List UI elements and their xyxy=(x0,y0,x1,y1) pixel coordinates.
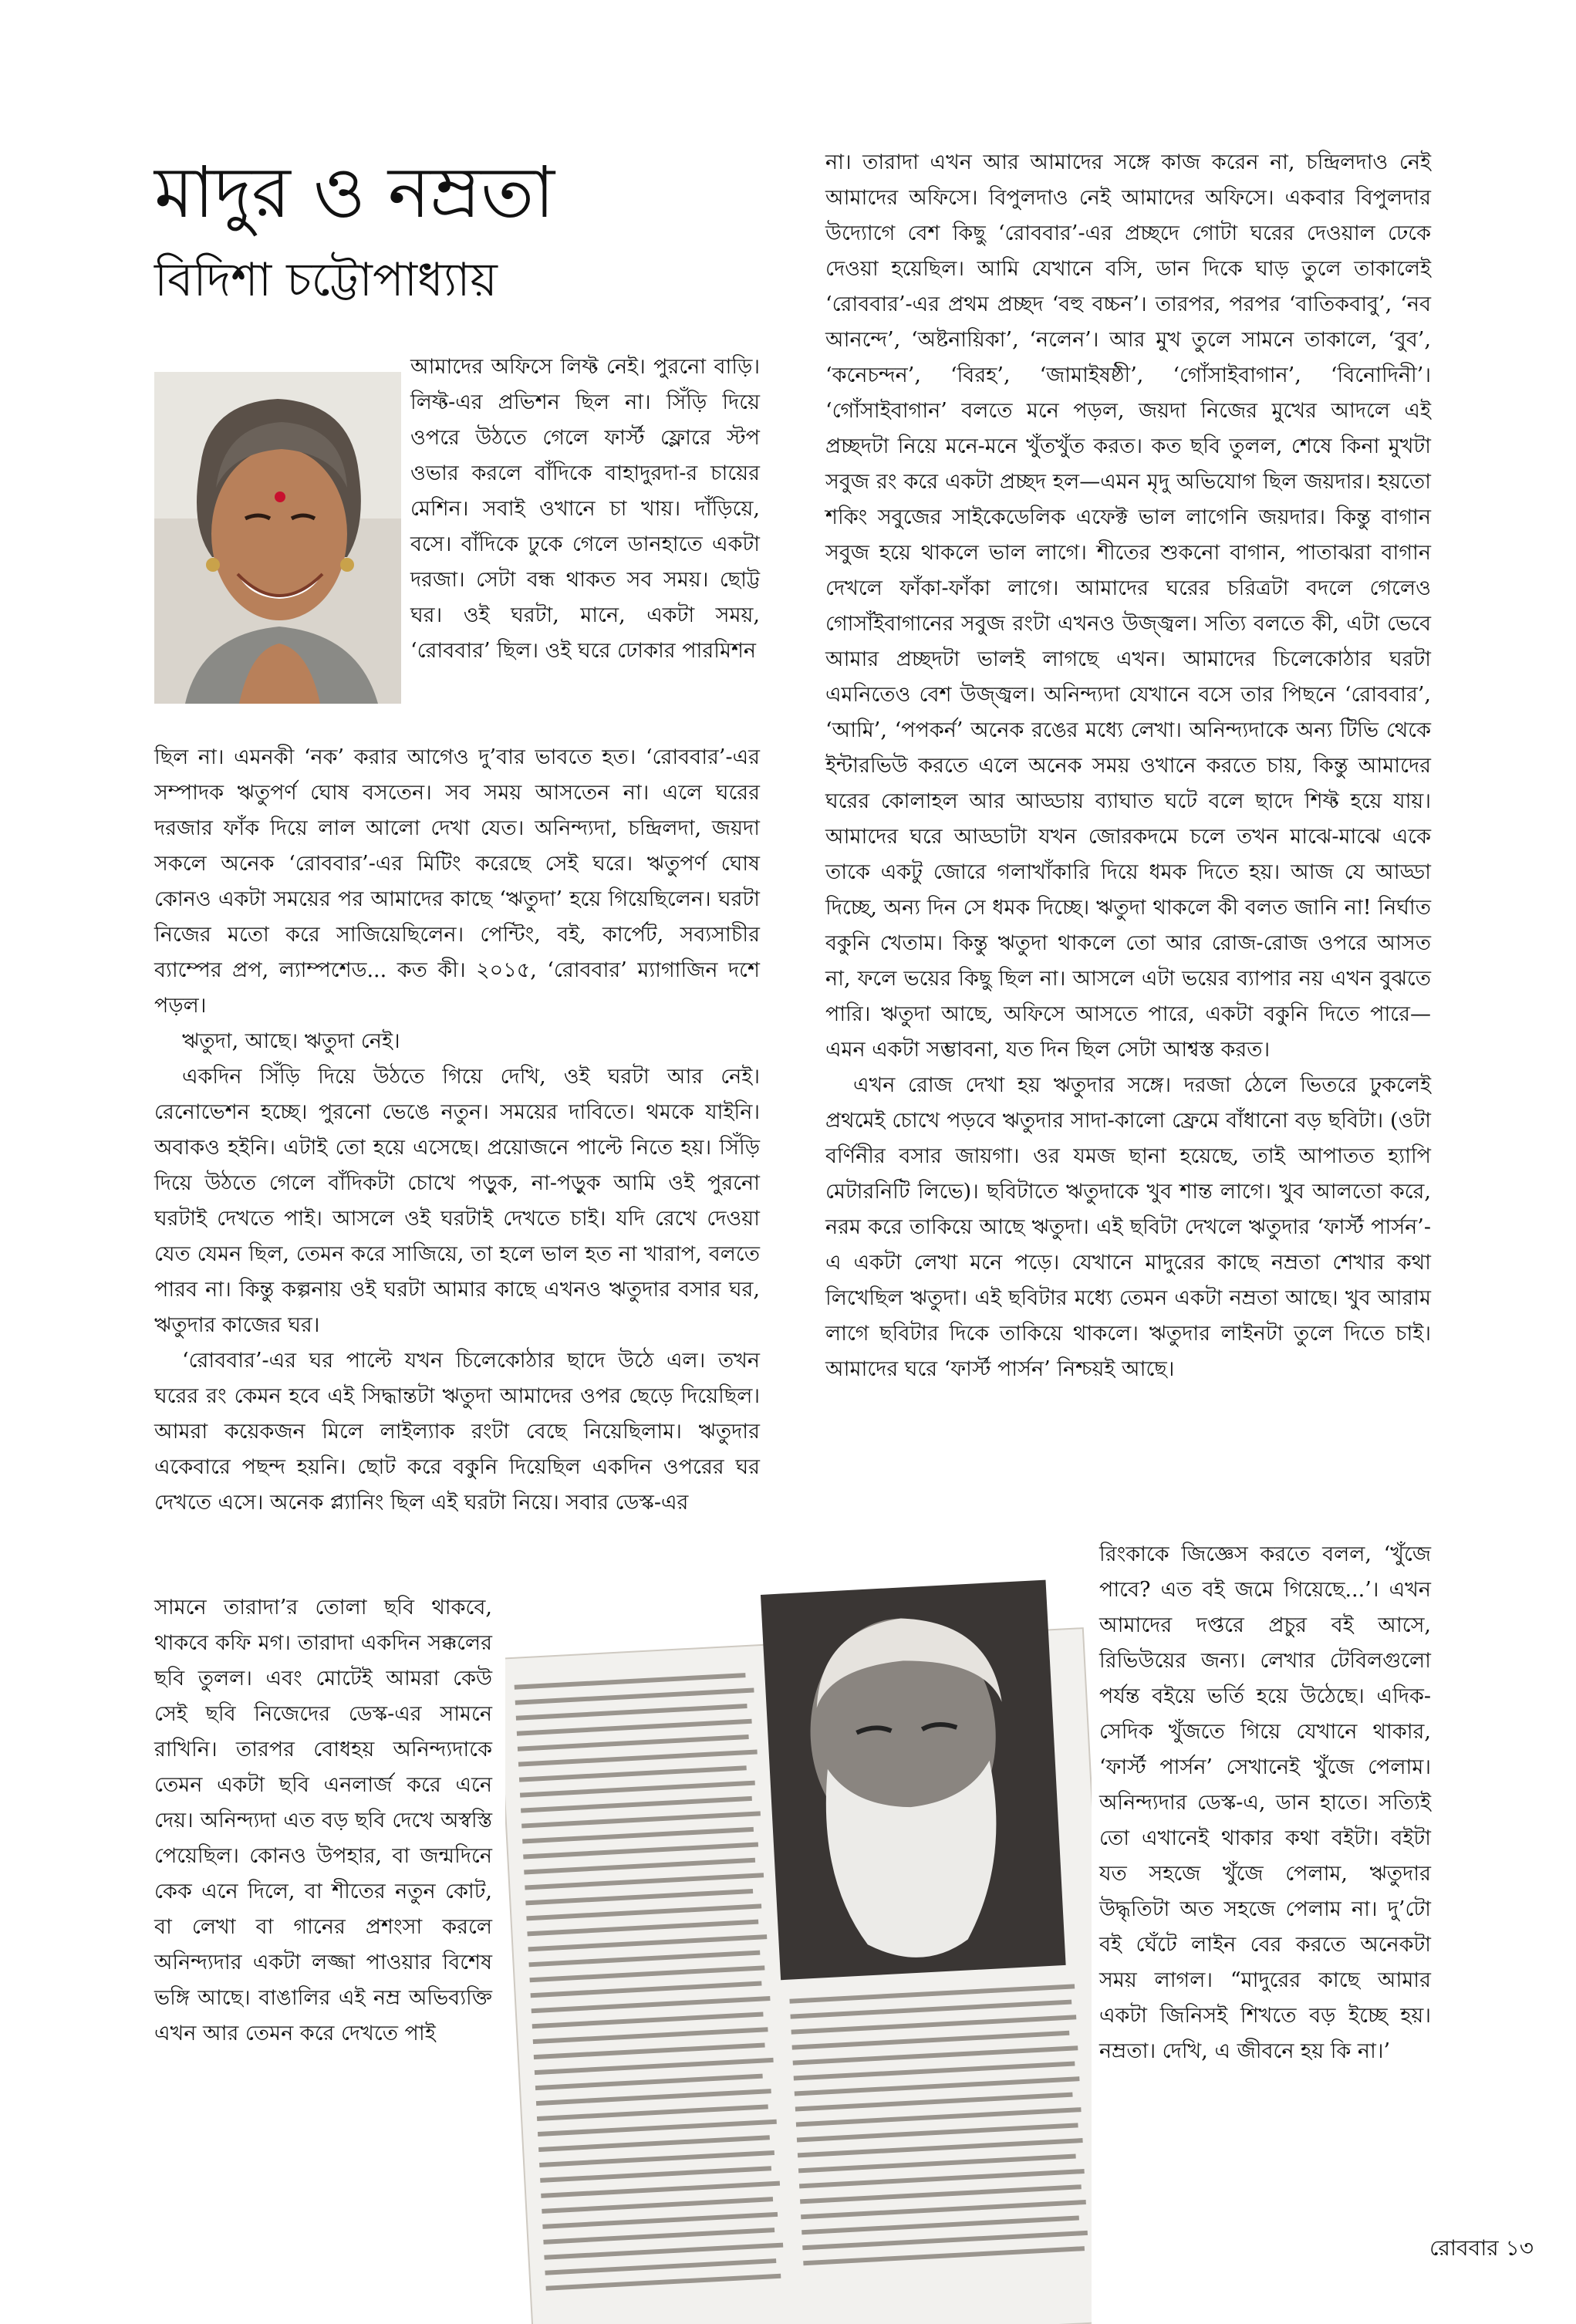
magazine-clipping-image xyxy=(505,1578,1092,2324)
paragraph: ‘রোববার’-এর ঘর পাল্টে যখন চিলেকোঠার ছাদে উঠে এল। তখন ঘরের রং কেমন হবে এই সিদ্ধান্তটা ঋতুদা আমাদের ওপর ছেড়ে দিয়েছিল। আমরা কয়েকজন মিলে লাইল্যাক রংটা বেছে নিয়েছিলাম। ঋতুদার একেবারে পছন্দ হয়নি। ছোট করে বকুনি দিয়েছিল একদিন ওপরের ঘর দেখতে এসে। অনেক প্ল্যানিং ছিল এই ঘরটা নিয়ে। সবার ডেস্ক-এর xyxy=(154,1349,760,1515)
paragraph: রিংকাকে জিজ্ঞেস করতে বলল, ‘খুঁজে পাবে? এত বই জমে গিয়েছে...’। এখন আমাদের দপ্তরে প্রচুর বই আসে, রিভিউয়ের জন্য। লেখার টেবিলগুলো পর্যন্ত বইয়ে ভর্তি হয়ে উঠেছে। এদিক-সেদিক খুঁজতে গিয়ে যেখানে থাকার, ‘ফার্স্ট পার্সন’ সেখানেই খুঁজে পেলাম। অনিন্দ্যদার ডেস্ক-এ, ডান হাতে। সত্যিই তো এখানেই থাকার কথা বইটা। বইটা যত সহজে খুঁজে পেলাম, ঋতুদার উদ্ধৃতিটা অত সহজে পেলাম না। দু’টো বই ঘেঁটে লাইন বের করতে অনেকটা সময় লাগল। “মাদুরের কাছে আমার একটা জিনিসই শিখতে বড় ইচ্ছে হয়। নম্রতা। দেখি, এ জীবনে হয় কি না।’ xyxy=(1099,1542,1431,2063)
paragraph: এখন রোজ দেখা হয় ঋতুদার সঙ্গে। দরজা ঠেলে ভিতরে ঢুকলেই প্রথমেই চোখে পড়বে ঋতুদার সাদা-কালো ফ্রেমে বাঁধানো বড় ছবিটা। (ওটা বর্ণিনীর বসার জায়গা। ওর যমজ ছানা হয়েছে, তাই আপাতত হ্যাপি মেটারনিটি লিভে)। ছবিটাতে ঋতুদাকে খুব শান্ত লাগে। খুব আলতো করে, নরম করে তাকিয়ে আছে ঋতুদা। এই ছবিটা দেখলে ঋতুদার ‘ফার্স্ট পার্সন’-এ একটা লেখা মনে পড়ে। যেখানে মাদুরের কাছে নম্রতা শেখার কথা লিখেছিল ঋতুদা। এই ছবিটার মধ্যে তেমন একটা নম্রতা আছে। খুব আরাম লাগে ছবিটার দিকে তাকিয়ে থাকলে। ঋতুদার লাইনটা তুলে দিতে চাই। আমাদের ঘরে ‘ফার্স্ট পার্সন’ নিশ্চয়ই আছে। xyxy=(825,1073,1432,1381)
paragraph: না। তারাদা এখন আর আমাদের সঙ্গে কাজ করেন না, চন্দ্রিলদাও নেই আমাদের অফিসে। বিপুলদাও নেই আমাদের অফিসে। একবার বিপুলদার উদ্যোগে বেশ কিছু ‘রোববার’-এর প্রচ্ছদে গোটা ঘরের দেওয়াল ঢেকে দেওয়া হয়েছিল। আমি যেখানে বসি, ডান দিকে ঘাড় তুলে তাকালেই ‘রোববার’-এর প্রথম প্রচ্ছদ ‘বহু বচ্চন’। তারপর, পরপর ‘বাতিকবাবু’, ‘নব আনন্দে’, ‘অষ্টনায়িকা’, ‘নলেন’। আর মুখ তুলে সামনে তাকালে, ‘বুব’, ‘কনেচন্দন’, ‘বিরহ’, ‘জামাইষষ্ঠী’, ‘গোঁসাইবাগান’, ‘বিনোদিনী’। ‘গোঁসাইবাগান’ বলতে মনে পড়ল, জয়দা নিজের মুখের আদলে এই প্রচ্ছদটা নিয়ে মনে-মনে খুঁতখুঁত করত। কত ছবি তুলল, শেষে কিনা মুখটা সবুজ রং করে একটা প্রচ্ছদ হল—এমন মৃদু অভিযোগ ছিল জয়দার। হয়তো শকিং সবুজের সাইকেডেলিক এফেক্ট ভাল লাগেনি জয়দার। কিন্তু বাগান সবুজ হয়ে থাকলে ভাল লাগে। শীতের শুকনো বাগান, পাতাঝরা বাগান দেখলে ফাঁকা-ফাঁকা লাগে। আমাদের ঘরের চরিত্রটা বদলে গেলেও গোসাঁইবাগানের সবুজ রংটা এখনও উজ্জ্বল। সত্যি বলতে কী, এটা ভেবে আমার প্রচ্ছদটা ভালই লাগছে এখন। আমাদের চিলেকোঠার ঘরটা এমনিতেও বেশ উজ্জ্বল। অনিন্দ্যদা যেখানে বসে তার পিছনে ‘রোববার’, ‘আমি’, ‘পপকর্ন’ অনেক রঙের মধ্যে লেখা। অনিন্দ্যদাকে অন্য টিভি থেকে ইন্টারভিউ করতে এলে অনেক সময় ওখানে করতে চায়, কিন্তু আমাদের ঘরের কোলাহল আর আড্ডায় ব্যাঘাত ঘটে বলে ছাদে শিফ্ট হয়ে যায়। আমাদের ঘরে আড্ডাটা যখন জোরকদমে চলে তখন মাঝে-মাঝে একে তাকে একটু জোরে গলাখাঁকারি দিয়ে ধমক দিতে হয়। আজ যে আড্ডা দিচ্ছে, অন্য দিন সে ধমক দিচ্ছে। ঋতুদা থাকলে কী বলত জানি না! নির্ঘাত বকুনি খেতাম। কিন্তু ঋতুদা থাকলে তো আর রোজ-রোজ ওপরে আসত না, ফলে ভয়ের কিছু ছিল না। আসলে এটা ভয়ের ব্যাপার নয় এখন বুঝতে পারি। ঋতুদা আছে, অফিসে আসতে পারে, একটা বকুনি দিতে পারে—এমন একটা সম্ভাবনা, যত দিন ছিল সেটা আশ্বস্ত করত। xyxy=(825,150,1431,1062)
paragraph: একদিন সিঁড়ি দিয়ে উঠতে গিয়ে দেখি, ওই ঘরটা আর নেই। রেনোভেশন হচ্ছে। পুরনো ভেঙে নতুন। সময়ের দাবিতে। থমকে যাইনি। অবাকও হইনি। এটাই তো হয়ে এসেছে। প্রয়োজনে পাল্টে নিতে হয়। সিঁড়ি দিয়ে উঠতে গেলে বাঁদিকটা চোখে পড়ুক, না-পড়ুক আমি ওই পুরনো ঘরটাই দেখতে পাই। আসলে ওই ঘরটাই দেখতে চাই। যদি রেখে দেওয়া যেত যেমন ছিল, তেমন করে সাজিয়ে, তা হলে ভাল হত না খারাপ, বলতে পারব না। কিন্তু কল্পনায় ওই ঘরটা আমার কাছে এখনও ঋতুদার বসার ঘর, ঋতুদার কাজের ঘর। xyxy=(154,1065,760,1337)
column2-text xyxy=(825,145,1431,1387)
column1-photo-side-text xyxy=(410,350,760,669)
author-photo xyxy=(154,372,401,704)
article-title: মাদুর ও নম্রতা xyxy=(154,151,555,234)
paragraph: আমাদের অফিসে লিফ্ট নেই। পুরনো বাড়ি। লিফ্ট-এর প্রভিশন ছিল না। সিঁড়ি দিয়ে ওপরে উঠতে গেলে ফার্স্ট ফ্লোরে স্টপ ওভার করলে বাঁদিকে বাহাদুরদা-র চায়ের মেশিন। সবাই ওখানে চা খায়। দাঁড়িয়ে, বসে। বাঁদিকে ঢুকে গেলে ডানহাতে একটা দরজা। সেটা বন্ধ থাকত সব সময়। ছোট্ট ঘর। ওই ঘরটা, মানে, একটা সময়, ‘রোববার’ ছিল। ওই ঘরে ঢোকার পারমিশন xyxy=(410,355,760,663)
column1-text xyxy=(154,740,760,1521)
column1-narrow-text xyxy=(154,1590,492,2052)
author-name: বিদিশা চট্টোপাধ্যায় xyxy=(154,253,498,307)
column2-narrow-text xyxy=(1099,1537,1431,2069)
page-footer: রোববার ১৩ xyxy=(1429,2235,1534,2261)
paragraph: ঋতুদা, আছে। ঋতুদা নেই। xyxy=(182,1029,400,1053)
paragraph: সামনে তারাদা’র তোলা ছবি থাকবে, থাকবে কফি মগ। তারাদা একদিন সক্কলের ছবি তুলল। এবং মোটেই আমরা কেউ সেই ছবি নিজেদের ডেস্ক-এর সামনে রাখিনি। তারপর বোধহয় অনিন্দ্যদাকে তেমন একটা ছবি এনলার্জ করে এনে দেয়। অনিন্দ্যদা এত বড় ছবি দেখে অস্বস্তি পেয়েছিল। কোনও উপহার, বা জন্মদিনে কেক এনে দিলে, বা শীতের নতুন কোট, বা লেখা বা গানের প্রশংসা করলে অনিন্দ্যদার একটা লজ্জা পাওয়ার বিশেষ ভঙ্গি আছে। বাঙালির এই নম্র অভিব্যক্তি এখন আর তেমন করে দেখতে পাই xyxy=(154,1596,492,2045)
paragraph: ছিল না। এমনকী ‘নক’ করার আগেও দু’বার ভাবতে হত। ‘রোববার’-এর সম্পাদক ঋতুপর্ণ ঘোষ বসতেন। সব সময় আসতেন না। এলে ঘরের দরজার ফাঁক দিয়ে লাল আলো দেখা যেত। অনিন্দ্যদা, চন্দ্রিলদা, জয়দা সকলে অনেক ‘রোববার’-এর মিটিং করেছে সেই ঘরে। ঋতুপর্ণ ঘোষ কোনও একটা সময়ের পর আমাদের কাছে ‘ঋতুদা’ হয়ে গিয়েছিলেন। ঘরটা নিজের মতো করে সাজিয়েছিলেন। পেন্টিং, বই, কার্পেট, সব্যসাচীর ব্যাম্পের প্রপ, ল্যাম্পশেড... কত কী। ২০১৫, ‘রোববার’ ম্যাগাজিন দশে পড়ল। xyxy=(154,745,760,1018)
